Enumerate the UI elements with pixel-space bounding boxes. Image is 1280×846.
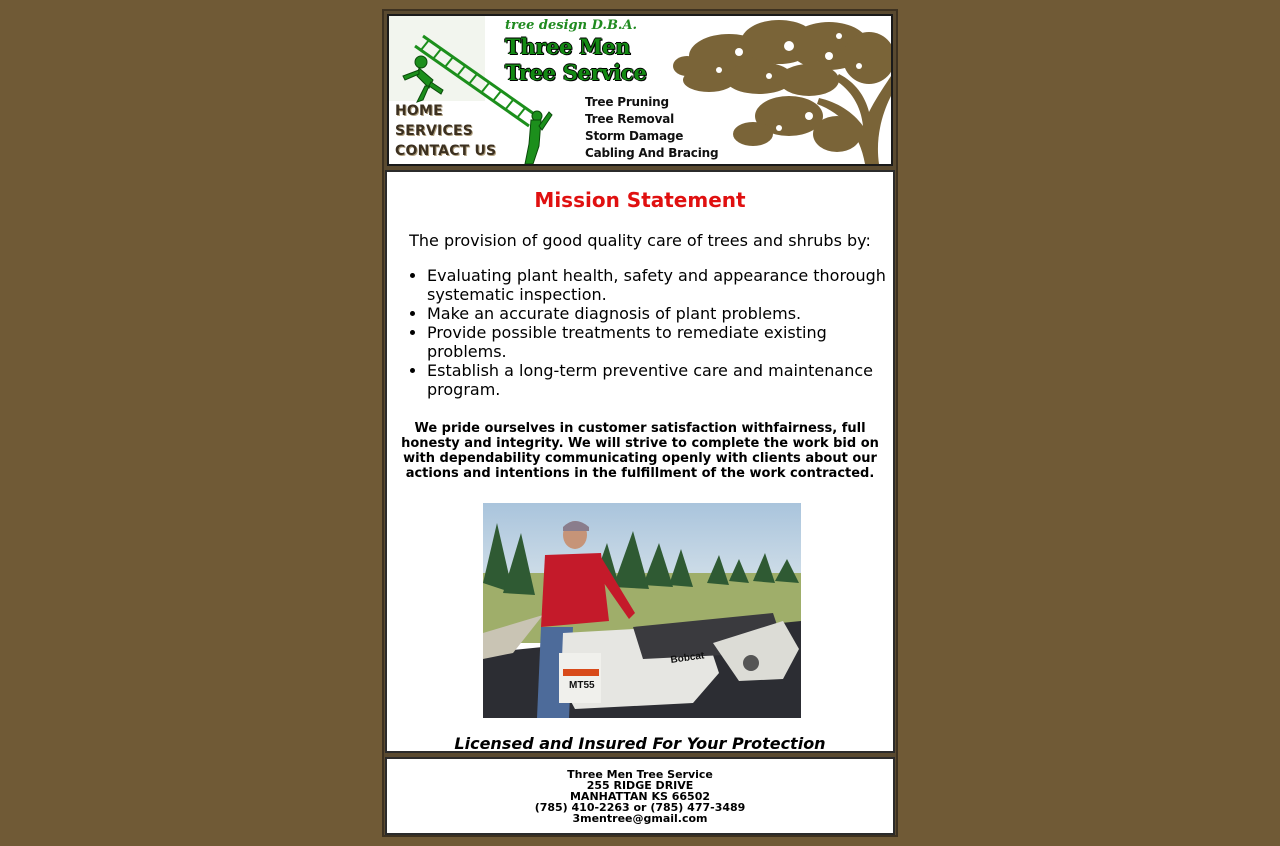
service-item: Tree Removal [585, 112, 675, 126]
footer-address-block [387, 769, 893, 824]
mission-intro: The provision of good quality care of trees and shrubs by: [409, 231, 871, 250]
licensed-insured-note: Licensed and Insured For Your Protection [454, 734, 826, 753]
list-item: • Establish a long-term preventive care and maintenance program. [427, 361, 887, 399]
machine-brand-label: Bobcat [669, 650, 705, 666]
nav-home-link[interactable]: HOME [395, 103, 443, 119]
dba-tagline: tree design D.B.A. [505, 18, 638, 33]
nav-contact-us-link[interactable]: CONTACT US [395, 143, 497, 159]
header-banner [387, 14, 893, 166]
nav-services-link[interactable]: SERVICES [395, 123, 473, 139]
footer-contact [385, 757, 895, 835]
page-frame [382, 9, 898, 837]
footer-phone: (785) 410-2263 or (785) 477-3489 [534, 801, 746, 814]
machine-model-label: MT55 [569, 680, 595, 691]
list-item: • Provide possible treatments to remediate existing problems. [427, 323, 887, 361]
mission-list [427, 266, 887, 399]
footer-company-name: Three Men Tree Service [567, 768, 713, 781]
pride-statement: We pride ourselves in customer satisfaction withfairness, full honesty and integrity. We will strive to complete the work bid on with dependability communicating openly with clients about our actions and intentions in the fulfillment of the work contracted. [401, 421, 879, 481]
service-item: Tree Pruning [585, 95, 669, 109]
service-item: Cabling And Bracing [585, 146, 719, 160]
service-item: Storm Damage [585, 129, 684, 143]
list-item: • Evaluating plant health, safety and appearance thorough systematic inspection. [427, 266, 887, 304]
mission-title: Mission Statement [534, 188, 746, 212]
worker-photo [483, 503, 801, 718]
main-content [385, 170, 895, 753]
footer-street: 255 RIDGE DRIVE [586, 779, 694, 792]
list-item: • Make an accurate diagnosis of plant problems. [427, 304, 887, 323]
brand-name-line1: Three Men [505, 34, 631, 59]
footer-email[interactable]: 3mentree@gmail.com [572, 812, 708, 825]
brand-name-line2: Tree Service [505, 60, 647, 85]
footer-city: MANHATTAN KS 66502 [569, 790, 711, 803]
tree-silhouette-icon [669, 16, 893, 166]
